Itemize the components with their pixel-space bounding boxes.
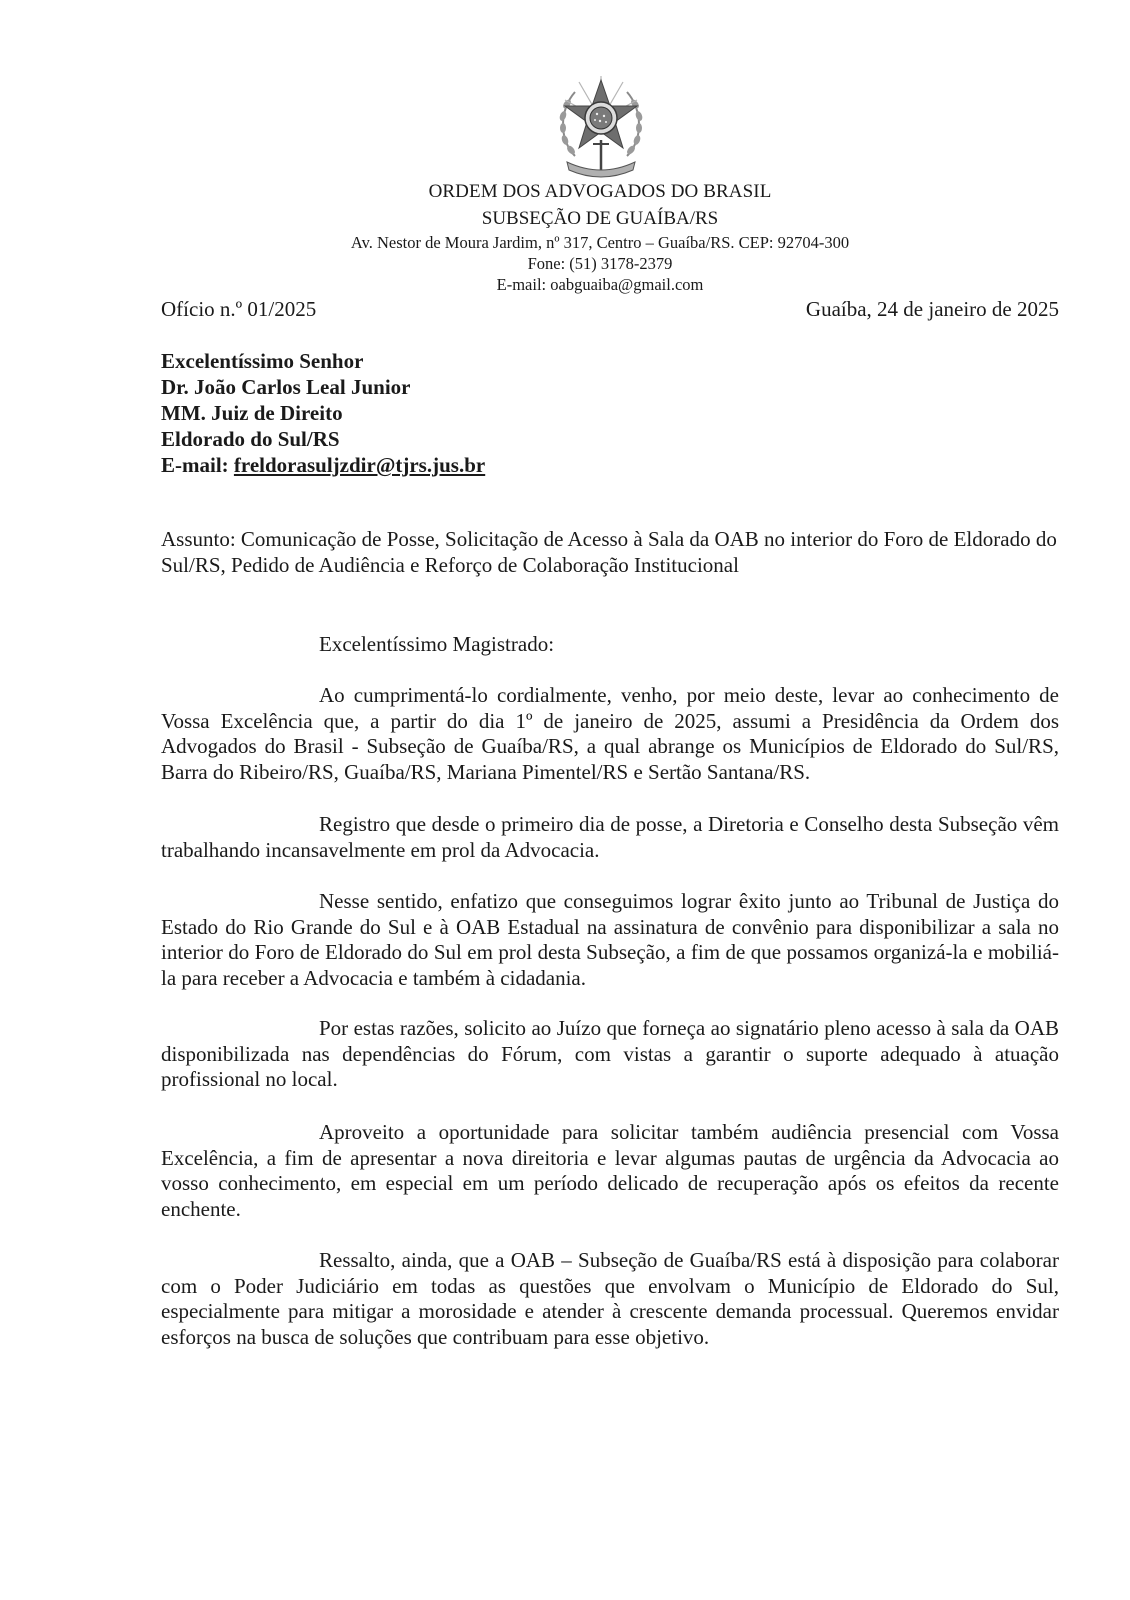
salutation: Excelentíssimo Magistrado: xyxy=(319,632,555,656)
body-paragraph: Aproveito a oportunidade para solicitar também audiência presencial com Vossa Excelência, a fim de apresentar a nova direitoria e levar algumas pautas de urgência da Advocacia ao vosso conhecimento, em especial em um período delicado de recuperação após os efeitos da recente enchente. xyxy=(161,1120,1059,1221)
organization-name: ORDEM DOS ADVOGADOS DO BRASIL xyxy=(428,181,772,202)
body-paragraph: Por estas razões, solicito ao Juízo que forneça ao signatário pleno acesso à sala da OAB disponibilizada nas dependências do Fórum, com vistas a garantir o suporte adequado à atuação profissional no local. xyxy=(161,1016,1059,1091)
body-paragraph: Ressalto, ainda, que a OAB – Subseção de Guaíba/RS está à disposição para colaborar com o Poder Judiciário em todas as questões que envolvam o Município de Eldorado do Sul, especialmente para mitigar a morosidade e atender à crescente demanda processual. Queremos envidar esforços na busca de soluções que contribuam para esse objetivo. xyxy=(161,1248,1059,1349)
recipient-email-label: E-mail: xyxy=(161,453,234,477)
organization-phone: Fone: (51) 3178-2379 xyxy=(527,254,673,273)
body-paragraph: Nesse sentido, enfatizo que conseguimos lograr êxito junto ao Tribunal de Justiça do Estado do Rio Grande do Sul e à OAB Estadual na assinatura de convênio para disponibilizar a sala no interior do Foro de Eldorado do Sul em prol desta Subseção, a fim de que possamos organizá-la e mobiliá-la para receber a Advocacia e também à cidadania. xyxy=(161,889,1059,990)
recipient-role: MM. Juiz de Direito xyxy=(161,401,343,425)
letter-subject: Assunto: Comunicação de Posse, Solicitação de Acesso à Sala da OAB no interior do Foro de Eldorado do Sul/RS, Pedido de Audiência e Reforço de Colaboração Institucional xyxy=(161,527,1057,577)
coat-of-arms-seal-icon xyxy=(553,70,649,182)
letter-date: Guaíba, 24 de janeiro de 2025 xyxy=(805,297,1059,321)
recipient-name: Dr. João Carlos Leal Junior xyxy=(161,375,411,399)
organization-email: E-mail: oabguaiba@gmail.com xyxy=(496,275,704,294)
recipient-email-link[interactable]: freldorasuljzdir@tjrs.jus.br xyxy=(233,453,486,477)
oficio-number: Ofício n.º 01/2025 xyxy=(161,297,317,321)
recipient-location: Eldorado do Sul/RS xyxy=(161,427,340,451)
body-paragraph: Registro que desde o primeiro dia de posse, a Diretoria e Conselho desta Subseção vêm trabalhando incansavelmente em prol da Advocacia. xyxy=(161,812,1059,862)
subsection-name: SUBSEÇÃO DE GUAÍBA/RS xyxy=(481,208,719,229)
body-paragraph: Ao cumprimentá-lo cordialmente, venho, por meio deste, levar ao conhecimento de Vossa Excelência que, a partir do dia 1º de janeiro de 2025, assumi a Presidência da Ordem dos Advogados do Brasil - Subseção de Guaíba/RS, a qual abrange os Municípios de Eldorado do Sul/RS, Barra do Ribeiro/RS, Guaíba/RS, Mariana Pimentel/RS e Sertão Santana/RS. xyxy=(161,683,1059,784)
recipient-email-line xyxy=(161,452,485,478)
recipient-title: Excelentíssimo Senhor xyxy=(161,349,364,373)
organization-address: Av. Nestor de Moura Jardim, nº 317, Centro – Guaíba/RS. CEP: 92704-300 xyxy=(350,233,850,252)
recipient-block xyxy=(161,348,485,478)
